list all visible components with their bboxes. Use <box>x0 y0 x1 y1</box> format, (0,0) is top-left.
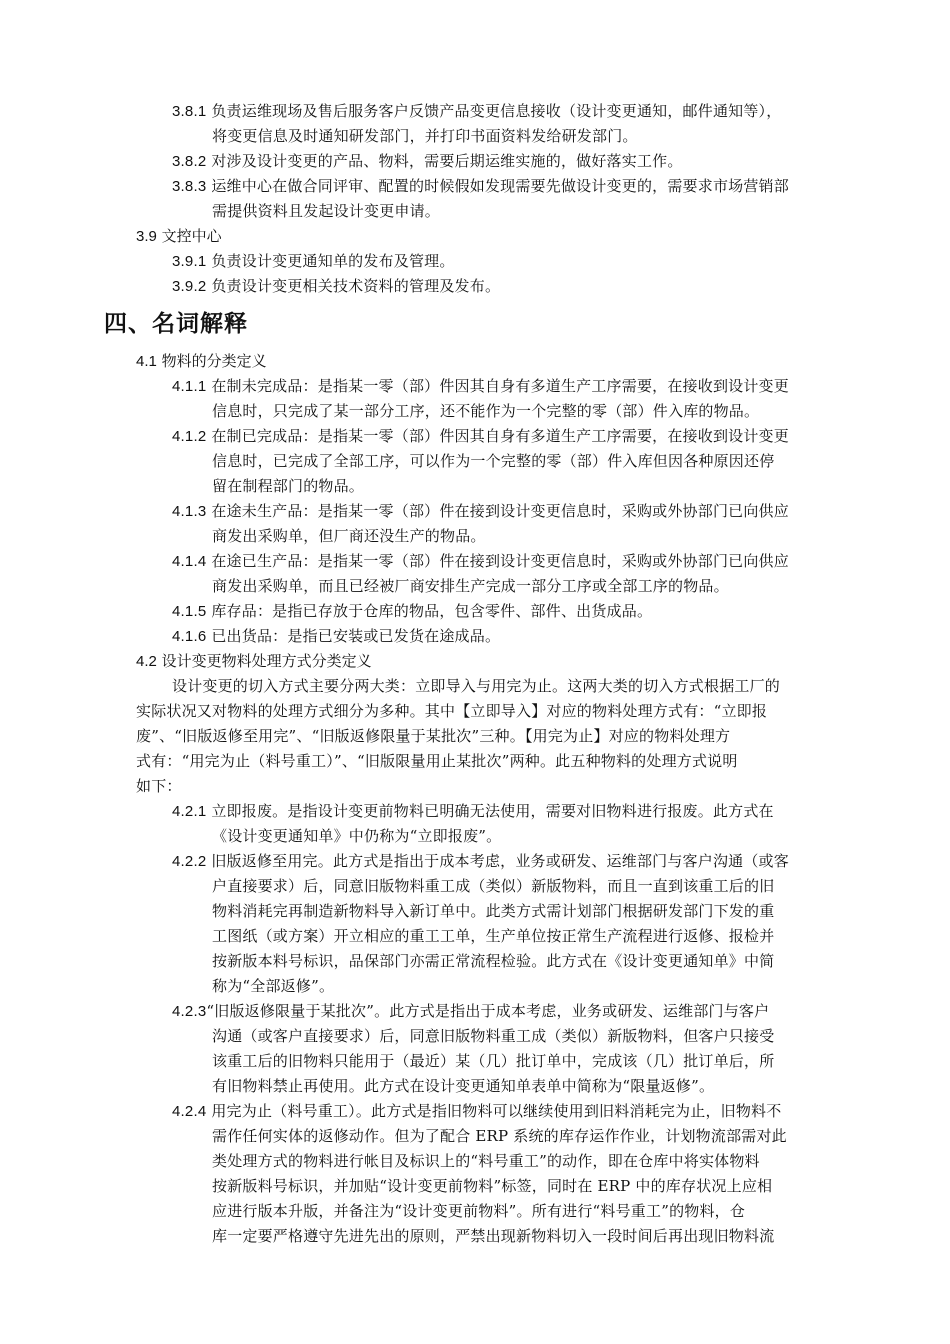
item-text: 运维中心在做合同评审、配置的时候假如发现需要先做设计变更的，需要求市场营销部 <box>211 177 789 195</box>
item-number: 4.2.3 <box>172 1003 207 1020</box>
item-3-9-1 <box>172 251 455 272</box>
item-text: 在制未完成品：是指某一零（部）件因其自身有多道生产工序需要，在接收到设计变更 <box>211 377 789 395</box>
item-text: 负责设计变更相关技术资料的管理及发布。 <box>211 277 501 295</box>
item-3-8-1-cont: 将变更信息及时通知研发部门，并打印书面资料发给研发部门。 <box>212 127 638 145</box>
item-4-2-2-cont: 工图纸（或方案）开立相应的重工工单，生产单位按正常生产流程进行返修、报检并 <box>212 927 775 945</box>
item-number: 3.8.3 <box>172 178 207 195</box>
paragraph-line: 设计变更的切入方式主要分两大类：立即导入与用完为止。这两大类的切入方式根据工厂的 <box>172 677 781 695</box>
item-number: 4.2.1 <box>172 803 207 820</box>
item-3-8-2 <box>172 151 683 172</box>
item-4-1-5 <box>172 601 652 622</box>
item-number: 4.1.5 <box>172 603 207 620</box>
item-number: 3.8.1 <box>172 103 207 120</box>
paragraph-line: 实际状况又对物料的处理方式细分为多种。其中【立即导入】对应的物料处理方式有：“立即报 <box>136 702 768 720</box>
item-4-1-2 <box>172 426 789 447</box>
item-number: 4.1.1 <box>172 378 207 395</box>
paragraph-line: 废”、“旧版返修至用完”、“旧版返修限量于某批次”三种。【用完为止】对应的物料处理方 <box>136 727 731 745</box>
paragraph-line: 式有：“用完为止（料号重工）”、“旧版限量用止某批次”两种。此五种物料的处理方式说明 <box>136 752 738 770</box>
item-text: 用完为止（料号重工）。此方式是指旧物料可以继续使用到旧料消耗完为止，旧物料不 <box>211 1102 782 1120</box>
item-text: 负责设计变更通知单的发布及管理。 <box>211 252 455 270</box>
item-4-1-6 <box>172 626 500 647</box>
item-text: “旧版返修限量于某批次”。此方式是指出于成本考虑，业务或研发、运维部门与客户 <box>206 1002 770 1020</box>
item-3-9-2 <box>172 276 500 297</box>
section-number: 4.2 <box>136 653 157 670</box>
item-4-1-1-cont: 信息时，只完成了某一部分工序，还不能作为一个完整的零（部）件入库的物品。 <box>212 402 760 420</box>
item-text: 已出货品：是指已安装或已发货在途成品。 <box>211 627 501 645</box>
item-text: 旧版返修至用完。此方式是指出于成本考虑，业务或研发、运维部门与客户沟通（或客 <box>211 852 789 870</box>
item-4-2-3-cont: 沟通（或客户直接要求）后，同意旧版物料重工成（类似）新版物料，但客户只接受 <box>212 1027 775 1045</box>
item-4-2-4-cont: 库一定要严格遵守先进先出的原则，严禁出现新物料切入一段时间后再出现旧物料流 <box>212 1227 775 1245</box>
section-title: 物料的分类定义 <box>161 352 267 370</box>
item-number: 4.2.4 <box>172 1103 207 1120</box>
item-4-2-3-cont: 该重工后的旧物料只能用于（最近）某（几）批订单中，完成该（几）批订单后，所 <box>212 1052 775 1070</box>
item-number: 4.1.3 <box>172 503 207 520</box>
item-number: 3.9.2 <box>172 278 207 295</box>
item-4-2-1-cont: 《设计变更通知单》中仍称为“立即报废”。 <box>212 827 502 845</box>
item-3-8-3-cont: 需提供资料且发起设计变更申请。 <box>212 202 441 220</box>
item-text: 立即报废。是指设计变更前物料已明确无法使用，需要对旧物料进行报废。此方式在 <box>211 802 774 820</box>
item-number: 3.9.1 <box>172 253 207 270</box>
paragraph-line: 如下： <box>136 777 182 795</box>
item-number: 4.2.2 <box>172 853 207 870</box>
item-4-2-4-cont: 应进行版本升版，并备注为“设计变更前物料”。所有进行“料号重工”的物料，仓 <box>212 1202 746 1220</box>
item-4-2-3-cont: 有旧物料禁止再使用。此方式在设计变更通知单表单中简称为“限量返修”。 <box>212 1077 715 1095</box>
item-4-2-4-cont: 需作任何实体的返修动作。但为了配合 ERP 系统的库存运作作业，计划物流部需对此 <box>212 1127 787 1145</box>
section-number: 4.1 <box>136 353 157 370</box>
item-3-8-3 <box>172 176 789 197</box>
item-4-2-2-cont: 按新版本料号标识，品保部门亦需正常流程检验。此方式在《设计变更通知单》中简 <box>212 952 775 970</box>
item-4-1-2-cont: 留在制程部门的物品。 <box>212 477 365 495</box>
item-4-1-4-cont: 商发出采购单，而且已经被厂商安排生产完成一部分工序或全部工序的物品。 <box>212 577 729 595</box>
section-title: 设计变更物料处理方式分类定义 <box>161 652 372 670</box>
section-3-9-heading <box>136 226 222 247</box>
item-number: 3.8.2 <box>172 153 207 170</box>
item-4-1-3-cont: 商发出采购单，但厂商还没生产的物品。 <box>212 527 486 545</box>
item-4-2-1 <box>172 801 774 822</box>
item-text: 负责运维现场及售后服务客户反馈产品变更信息接收（设计变更通知，邮件通知等）， <box>211 102 782 120</box>
item-4-1-3 <box>172 501 789 522</box>
chapter-heading: 四、名词解释 <box>104 311 248 337</box>
item-4-1-4 <box>172 551 789 572</box>
item-4-2-2-cont: 物料消耗完再制造新物料导入新订单中。此类方式需计划部门根据研发部门下发的重 <box>212 902 775 920</box>
item-number: 4.1.4 <box>172 553 207 570</box>
section-4-1-heading <box>136 351 267 372</box>
item-4-2-2 <box>172 851 789 872</box>
item-text: 在途未生产品：是指某一零（部）件在接到设计变更信息时，采购或外协部门已向供应 <box>211 502 789 520</box>
section-number: 3.9 <box>136 228 157 245</box>
item-text: 在途已生产品：是指某一零（部）件在接到设计变更信息时，采购或外协部门已向供应 <box>211 552 789 570</box>
item-4-2-3 <box>172 1001 769 1022</box>
item-4-2-4 <box>172 1101 781 1122</box>
item-4-1-2-cont: 信息时，已完成了全部工序，可以作为一个完整的零（部）件入库但因各种原因还停 <box>212 452 775 470</box>
item-number: 4.1.6 <box>172 628 207 645</box>
item-4-2-2-cont: 称为“全部返修”。 <box>212 977 335 995</box>
item-4-2-4-cont: 按新版料号标识，并加贴“设计变更前物料”标签，同时在 ERP 中的库存状况上应相 <box>212 1177 773 1195</box>
item-text: 对涉及设计变更的产品、物料，需要后期运维实施的，做好落实工作。 <box>211 152 683 170</box>
item-4-2-4-cont: 类处理方式的物料进行帐目及标识上的“料号重工”的动作，即在仓库中将实体物料 <box>212 1152 760 1170</box>
item-4-2-2-cont: 户直接要求）后，同意旧版物料重工成（类似）新版物料，而且一直到该重工后的旧 <box>212 877 775 895</box>
item-text: 在制已完成品：是指某一零（部）件因其自身有多道生产工序需要，在接收到设计变更 <box>211 427 789 445</box>
item-3-8-1 <box>172 101 781 122</box>
item-text: 库存品：是指已存放于仓库的物品，包含零件、部件、出货成品。 <box>211 602 653 620</box>
item-number: 4.1.2 <box>172 428 207 445</box>
section-4-2-heading <box>136 651 372 672</box>
section-title: 文控中心 <box>161 227 222 245</box>
item-4-1-1 <box>172 376 789 397</box>
